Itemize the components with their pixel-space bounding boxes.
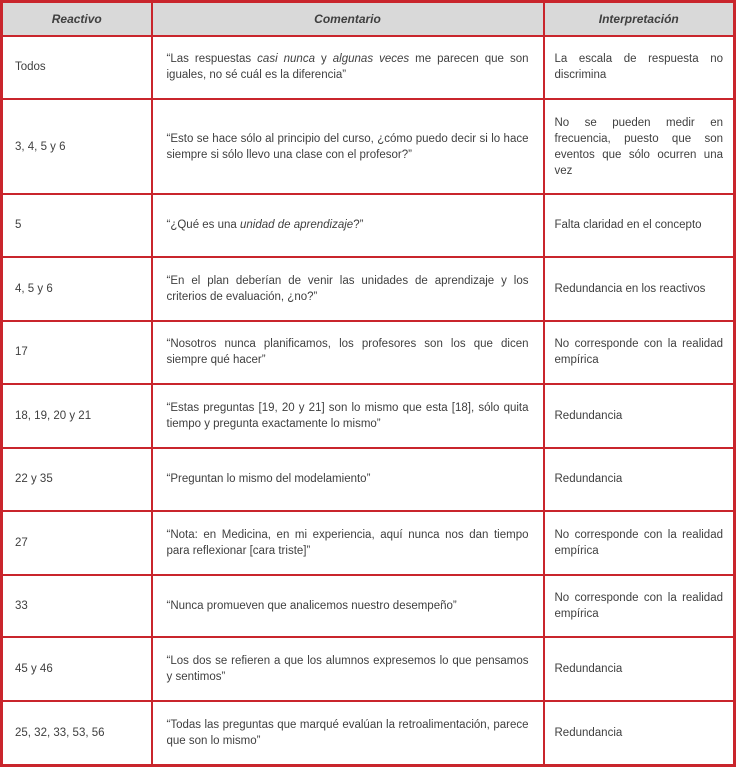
reactivo-cell: 4, 5 y 6 xyxy=(2,257,152,321)
table-row xyxy=(2,448,735,511)
table-row xyxy=(2,637,735,701)
table-row xyxy=(2,321,735,385)
reactivo-cell: Todos xyxy=(2,36,152,100)
comentario-cell xyxy=(152,575,544,638)
interpretacion-cell: No corresponde con la realidad empírica xyxy=(544,575,735,638)
interpretacion-cell: Redundancia xyxy=(544,701,735,766)
interpretacion-cell: La escala de respuesta no discrimina xyxy=(544,36,735,100)
table-row xyxy=(2,575,735,638)
comentario-segment: “Todas las preguntas que marqué evalúan la retroalimentación, parece que son lo mismo” xyxy=(166,718,529,747)
reactivo-cell: 33 xyxy=(2,575,152,638)
table-row xyxy=(2,384,735,448)
header-reactivo: Reactivo xyxy=(2,2,152,36)
comentario-segment: “¿Qué es una xyxy=(166,219,241,232)
comentario-cell xyxy=(152,99,544,194)
comentario-segment: me parecen que son iguales, no sé cuál es la diferencia” xyxy=(166,53,529,82)
comentario-segment: “Nunca promueven que analicemos nuestro desempeño” xyxy=(166,599,457,612)
reactivo-cell: 17 xyxy=(2,321,152,385)
table-row xyxy=(2,257,735,321)
table-row xyxy=(2,511,735,575)
interpretacion-cell: No corresponde con la realidad empírica xyxy=(544,321,735,385)
comentario-cell xyxy=(152,36,544,100)
interpretacion-cell: Redundancia xyxy=(544,448,735,511)
comentario-cell xyxy=(152,194,544,257)
reactivo-cell: 27 xyxy=(2,511,152,575)
comentario-cell xyxy=(152,384,544,448)
interpretacion-cell: Redundancia xyxy=(544,384,735,448)
table-row xyxy=(2,99,735,194)
comentario-segment: y xyxy=(314,53,333,66)
comentario-italic-segment: unidad de aprendizaje xyxy=(240,219,354,232)
comentario-cell xyxy=(152,511,544,575)
reactivo-cell: 3, 4, 5 y 6 xyxy=(2,99,152,194)
interpretacion-cell: Redundancia xyxy=(544,637,735,701)
comentario-segment: “Las respuestas xyxy=(166,53,258,66)
header-comentario: Comentario xyxy=(152,2,544,36)
comentario-cell xyxy=(152,321,544,385)
interpretacion-cell: Redundancia en los reactivos xyxy=(544,257,735,321)
comentario-segment: “Nota: en Medicina, en mi experiencia, aquí nunca nos dan tiempo para reflexionar [cara triste]” xyxy=(166,528,529,557)
comentario-segment: ?” xyxy=(353,219,364,232)
interpretacion-cell: Falta claridad en el concepto xyxy=(544,194,735,257)
header-row xyxy=(2,2,735,36)
reactivo-cell: 25, 32, 33, 53, 56 xyxy=(2,701,152,766)
reactivo-cell: 18, 19, 20 y 21 xyxy=(2,384,152,448)
comentario-segment: “Esto se hace sólo al principio del curso, ¿cómo puedo decir si lo hace siempre si sólo llevo una clase con el profesor?” xyxy=(166,132,529,161)
comentario-italic-segment: casi nunca xyxy=(257,53,315,66)
comentario-italic-segment: algunas veces xyxy=(332,53,410,66)
comentario-cell xyxy=(152,448,544,511)
comentario-segment: “Los dos se refieren a que los alumnos expresemos lo que pensamos y sentimos” xyxy=(166,654,529,684)
reactivo-cell: 45 y 46 xyxy=(2,637,152,701)
table-row xyxy=(2,194,735,257)
comentario-cell xyxy=(152,701,544,766)
comentario-cell xyxy=(152,257,544,321)
table-row xyxy=(2,701,735,766)
comentario-cell xyxy=(152,637,544,701)
header-interpretacion: Interpretación xyxy=(544,2,735,36)
table-body xyxy=(2,36,735,766)
comentario-segment: “En el plan deberían de venir las unidades de aprendizaje y los criterios de evaluación, ¿no?” xyxy=(166,274,529,303)
comentario-segment: “Nosotros nunca planificamos, los profesores son los que dicen siempre qué hacer” xyxy=(166,338,529,367)
interpretacion-cell: No corresponde con la realidad empírica xyxy=(544,511,735,575)
reactivo-cell: 22 y 35 xyxy=(2,448,152,511)
reactivo-cell: 5 xyxy=(2,194,152,257)
interpretacion-cell: No se pueden medir en frecuencia, puesto que son eventos que sólo ocurren una vez xyxy=(544,99,735,194)
table-row xyxy=(2,36,735,100)
comentario-segment: “Preguntan lo mismo del modelamiento” xyxy=(166,473,371,486)
comentario-segment: “Estas preguntas [19, 20 y 21] son lo mismo que esta [18], sólo quita tiempo y pregunta exactamente lo mismo” xyxy=(166,402,529,431)
